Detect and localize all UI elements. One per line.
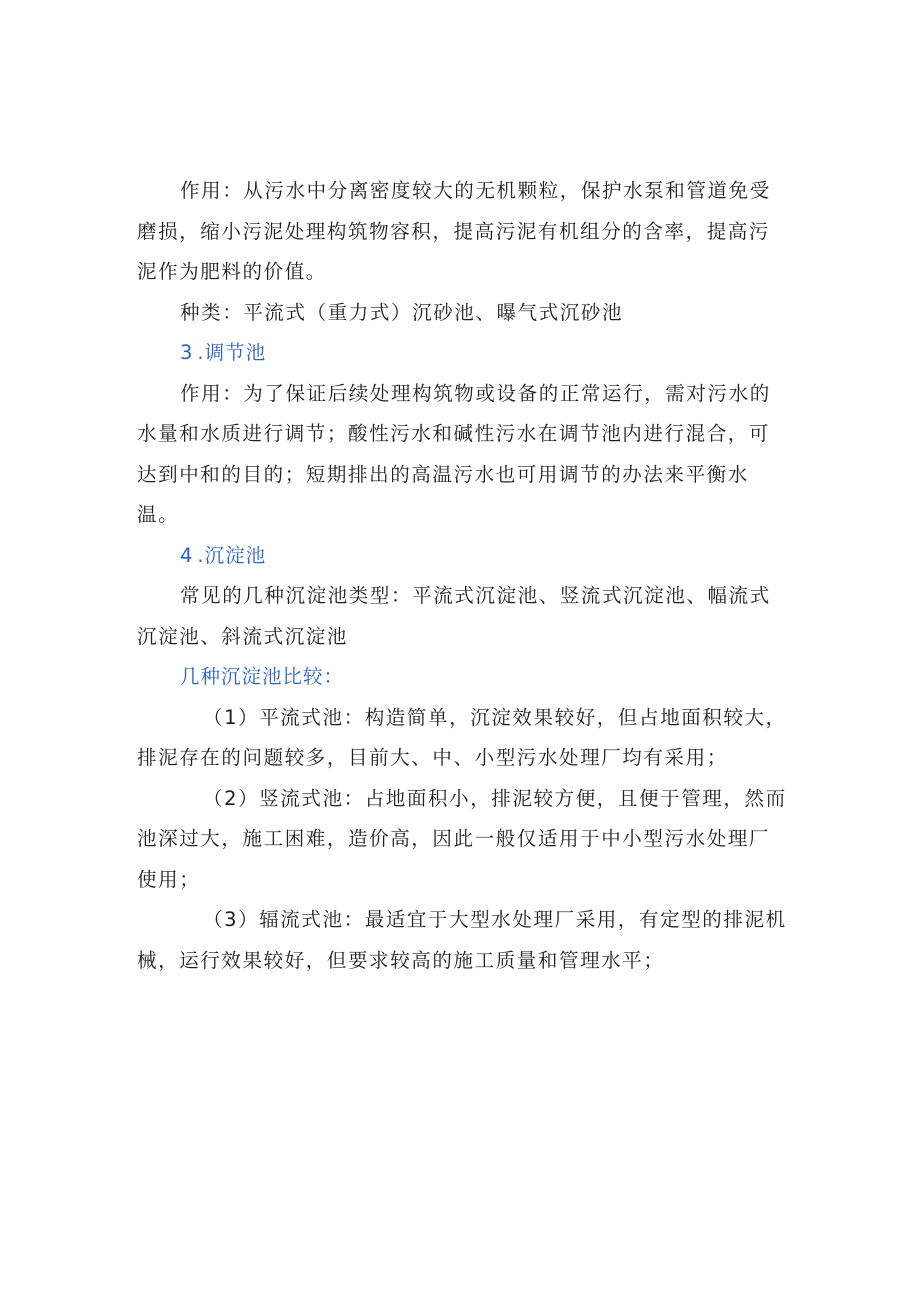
document-body bbox=[137, 171, 787, 981]
comparison-subheading: 几种沉淀池比较： bbox=[180, 665, 345, 688]
section-title: .沉淀池 bbox=[197, 543, 267, 567]
section-number: 3 bbox=[180, 341, 194, 364]
section-number: 4 bbox=[180, 543, 194, 567]
section-heading-sedimentation-tank bbox=[137, 536, 787, 577]
section-heading-regulating-tank bbox=[137, 333, 787, 374]
grit-chamber-function-paragraph: 作用：从污水中分离密度较大的无机颗粒，保护水泵和管道免受磨损，缩小污泥处理构筑物容积，提高污泥有机组分的含率，提高污泥作为肥料的价值。 bbox=[137, 179, 771, 283]
sedimentation-tank-types-paragraph: 常见的几种沉淀池类型：平流式沉淀池、竖流式沉淀池、幅流式沉淀池、斜流式沉淀池 bbox=[137, 584, 771, 648]
comparison-item-horizontal-flow: （1）平流式池：构造简单，沉淀效果较好，但占地面积较大，排泥存在的问题较多，目前大、中、小型污水处理厂均有采用； bbox=[137, 705, 787, 769]
regulating-tank-function-paragraph: 作用：为了保证后续处理构筑物或设备的正常运行，需对污水的水量和水质进行调节；酸性污水和碱性污水在调节池内进行混合，可达到中和的目的；短期排出的高温污水也可用调节的办法来平衡水温。 bbox=[137, 381, 771, 526]
comparison-item-radial-flow: （3）辐流式池：最适宜于大型水处理厂采用，有定型的排泥机械，运行效果较好，但要求较高的施工质量和管理水平； bbox=[137, 908, 787, 972]
section-title: .调节池 bbox=[197, 341, 267, 364]
grit-chamber-types-paragraph: 种类：平流式（重力式）沉砂池、曝气式沉砂池 bbox=[180, 300, 624, 324]
comparison-item-vertical-flow: （2）竖流式池：占地面积小，排泥较方便，且便于管理，然而池深过大，施工困难，造价高，因此一般仅适用于中小型污水处理厂使用； bbox=[137, 786, 787, 891]
